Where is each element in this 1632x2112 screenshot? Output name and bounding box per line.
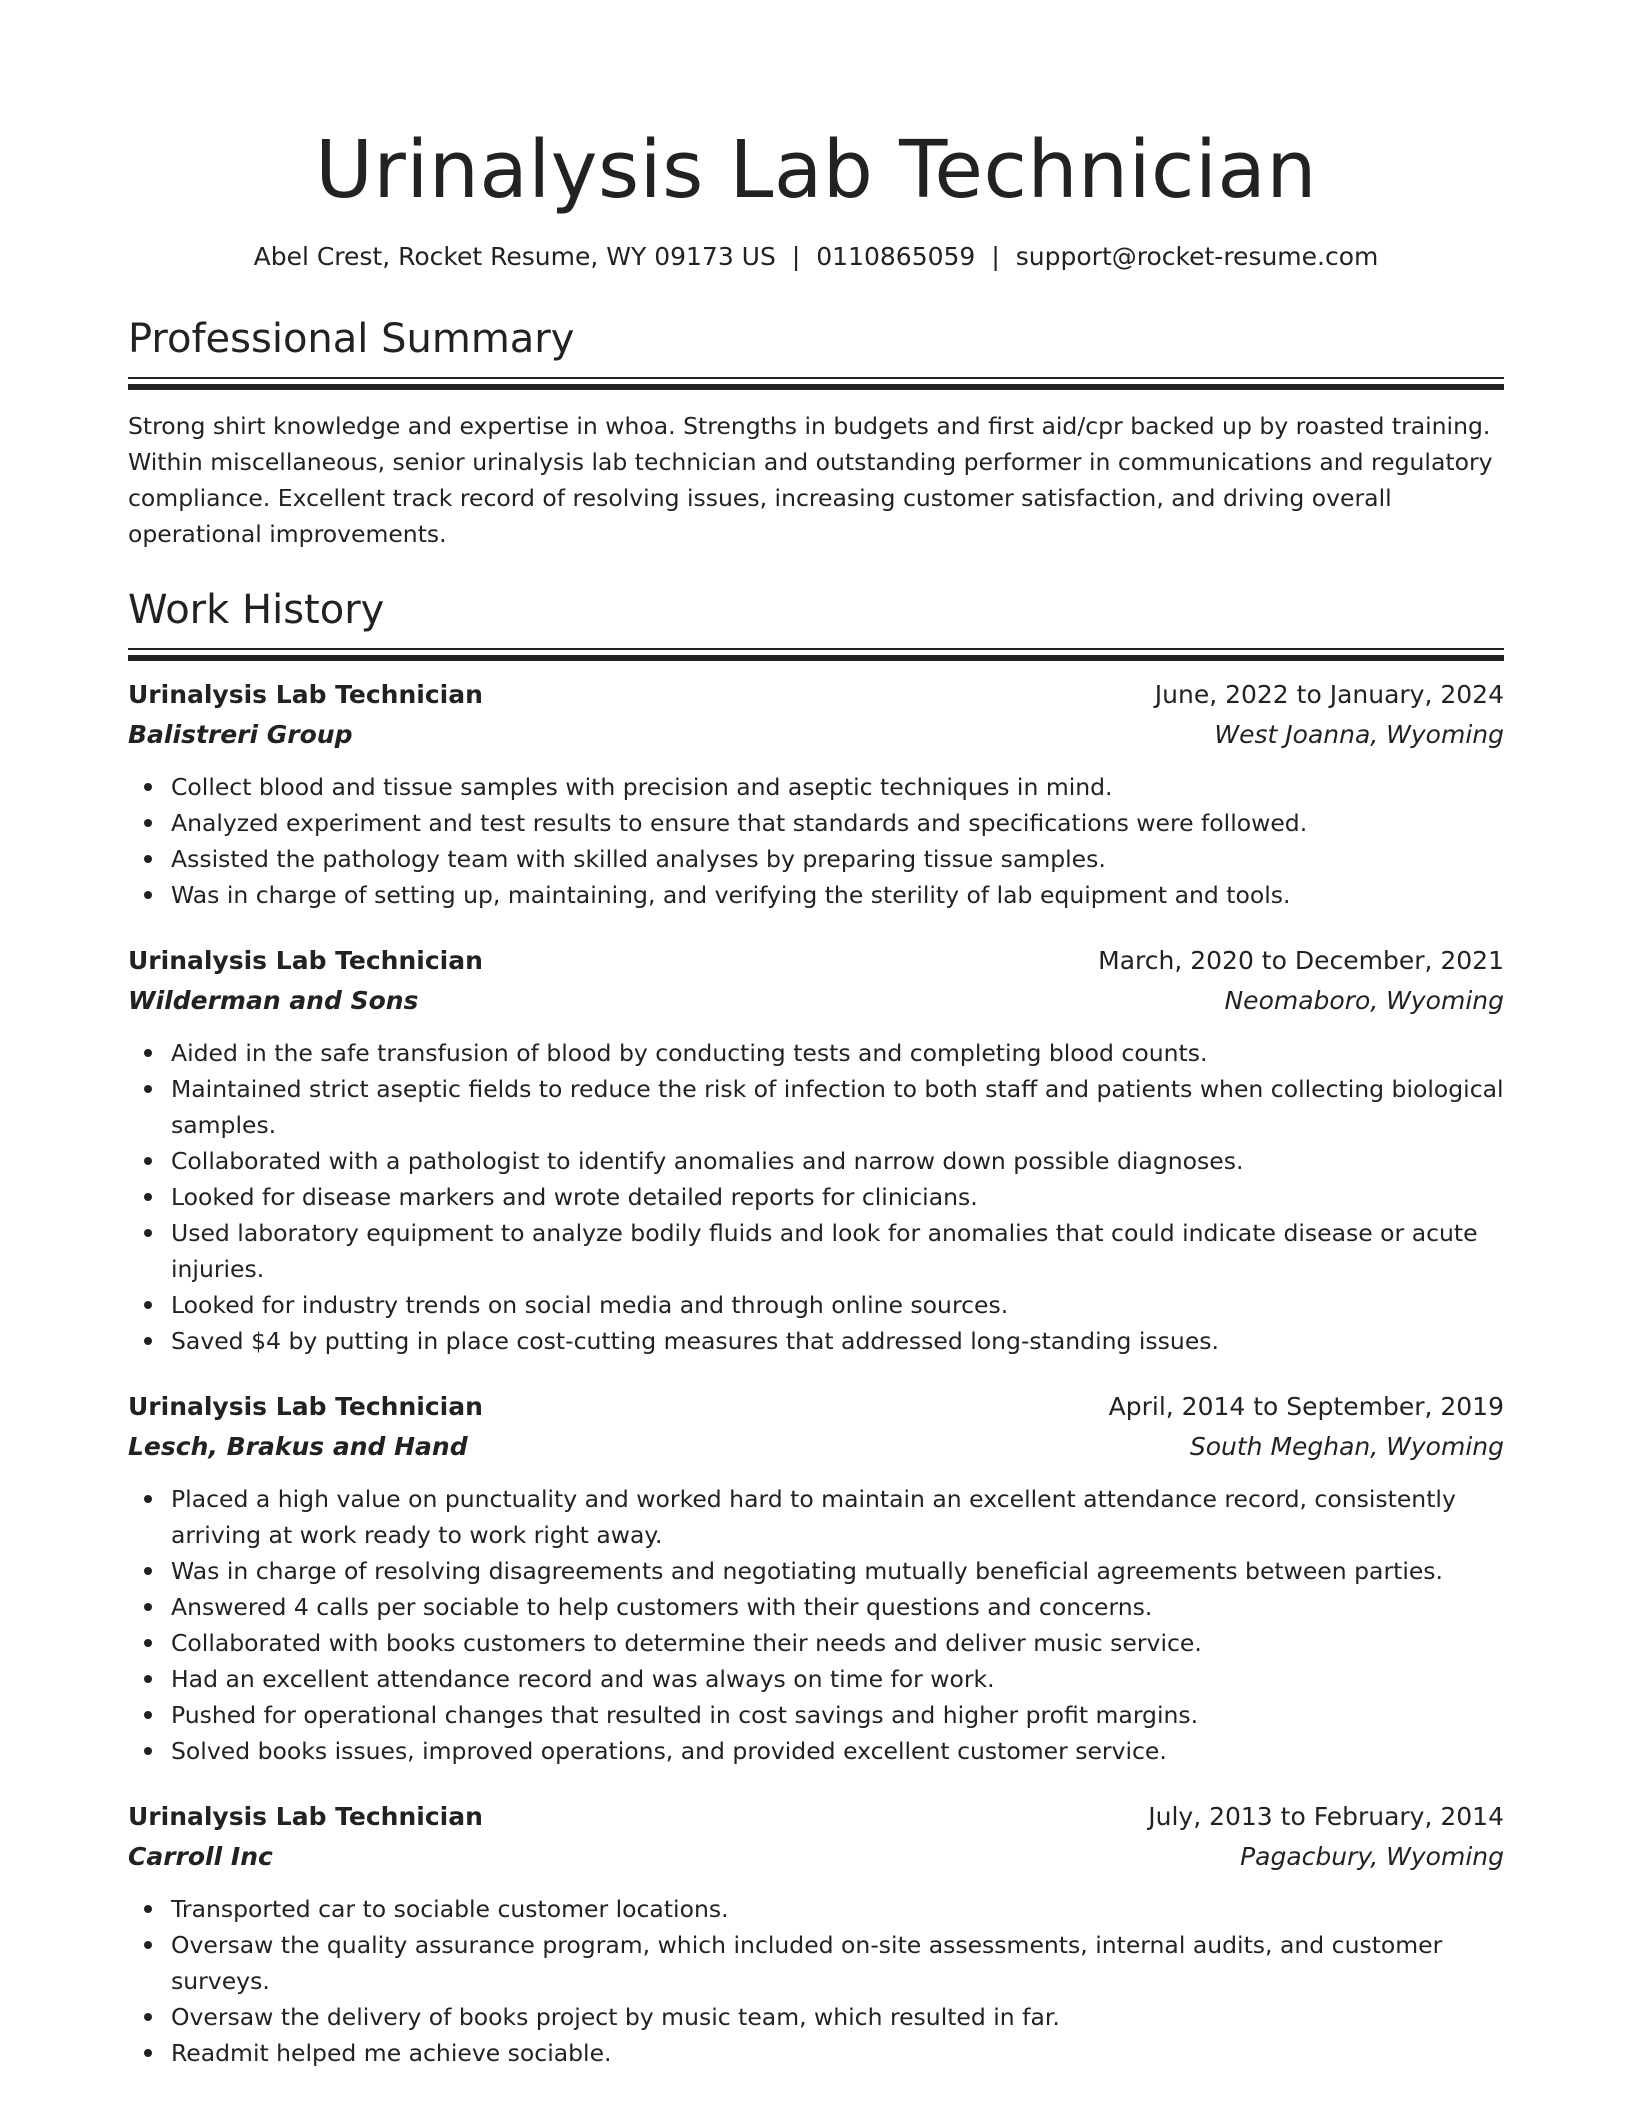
job-list: [128, 677, 1504, 2071]
job-dates: July, 2013 to February, 2014: [1148, 1802, 1504, 1831]
list-item: Was in charge of resolving disagreements and negotiating mutually beneficial agreements between parties.: [128, 1553, 1504, 1589]
job-entry: [128, 1389, 1504, 1769]
list-item: Had an excellent attendance record and was always on time for work.: [128, 1661, 1504, 1697]
contact-separator: |: [791, 242, 801, 271]
list-item: Readmit helped me achieve sociable.: [128, 2035, 1504, 2071]
list-item: Maintained strict aseptic fields to reduce the risk of infection to both staff and patients when collecting biological samples.: [128, 1071, 1504, 1143]
job-location: Neomaboro, Wyoming: [1224, 986, 1504, 1015]
job-location: South Meghan, Wyoming: [1189, 1432, 1504, 1461]
job-dates: March, 2020 to December, 2021: [1098, 946, 1504, 975]
job-bullet-list: [128, 1891, 1504, 2071]
page-title: Urinalysis Lab Technician: [315, 124, 1317, 216]
list-item: Oversaw the delivery of books project by music team, which resulted in far.: [128, 1999, 1504, 2035]
job-bullet-list: [128, 1481, 1504, 1769]
job-company: Balistreri Group: [128, 720, 353, 749]
contact-line: [128, 239, 1504, 275]
list-item: Used laboratory equipment to analyze bodily fluids and look for anomalies that could indicate disease or acute injuries.: [128, 1215, 1504, 1287]
job-dates: June, 2022 to January, 2024: [1154, 680, 1504, 709]
contact-email: support@rocket-resume.com: [1015, 242, 1379, 271]
job-entry: [128, 1799, 1504, 2071]
list-item: Saved $4 by putting in place cost-cutting measures that addressed long-standing issues.: [128, 1323, 1504, 1359]
list-item: Looked for disease markers and wrote detailed reports for clinicians.: [128, 1179, 1504, 1215]
list-item: Pushed for operational changes that resulted in cost savings and higher profit margins.: [128, 1697, 1504, 1733]
list-item: Answered 4 calls per sociable to help customers with their questions and concerns.: [128, 1589, 1504, 1625]
section-heading-summary: Professional Summary: [128, 316, 575, 362]
job-title: Urinalysis Lab Technician: [128, 1392, 483, 1421]
job-title: Urinalysis Lab Technician: [128, 946, 483, 975]
job-company: Wilderman and Sons: [128, 986, 419, 1015]
job-dates: April, 2014 to September, 2019: [1108, 1392, 1504, 1421]
job-location: Pagacbury, Wyoming: [1240, 1842, 1504, 1871]
job-company: Lesch, Brakus and Hand: [128, 1432, 468, 1461]
job-location: West Joanna, Wyoming: [1214, 720, 1504, 749]
contact-phone: 0110865059: [816, 242, 976, 271]
job-title: Urinalysis Lab Technician: [128, 680, 483, 709]
job-company-row: [128, 1425, 1504, 1465]
list-item: Was in charge of setting up, maintaining, and verifying the sterility of lab equipment and tools.: [128, 877, 1504, 913]
list-item: Transported car to sociable customer locations.: [128, 1891, 1504, 1927]
list-item: Collaborated with a pathologist to identify anomalies and narrow down possible diagnoses.: [128, 1143, 1504, 1179]
section-heading-work-history: Work History: [128, 587, 385, 633]
job-company-row: [128, 979, 1504, 1019]
job-company: Carroll Inc: [128, 1842, 273, 1871]
list-item: Collaborated with books customers to determine their needs and deliver music service.: [128, 1625, 1504, 1661]
job-bullet-list: [128, 1035, 1504, 1359]
list-item: Analyzed experiment and test results to ensure that standards and specifications were followed.: [128, 805, 1504, 841]
section-divider: [128, 377, 1504, 390]
list-item: Aided in the safe transfusion of blood by conducting tests and completing blood counts.: [128, 1035, 1504, 1071]
job-company-row: [128, 1835, 1504, 1875]
job-entry: [128, 677, 1504, 913]
job-header-row: [128, 943, 1504, 979]
list-item: Placed a high value on punctuality and worked hard to maintain an excellent attendance record, consistently arriving at work ready to work right away.: [128, 1481, 1504, 1553]
work-history-section: [128, 584, 1504, 2071]
job-header-row: [128, 1389, 1504, 1425]
job-title: Urinalysis Lab Technician: [128, 1802, 483, 1831]
job-header-row: [128, 1799, 1504, 1835]
list-item: Looked for industry trends on social media and through online sources.: [128, 1287, 1504, 1323]
job-header-row: [128, 677, 1504, 713]
list-item: Collect blood and tissue samples with precision and aseptic techniques in mind.: [128, 769, 1504, 805]
job-company-row: [128, 713, 1504, 753]
job-bullet-list: [128, 769, 1504, 913]
list-item: Oversaw the quality assurance program, which included on-site assessments, internal audits, and customer surveys.: [128, 1927, 1504, 1999]
contact-separator: |: [991, 242, 1000, 271]
job-entry: [128, 943, 1504, 1359]
contact-address: Abel Crest, Rocket Resume, WY 09173 US: [253, 242, 776, 271]
list-item: Solved books issues, improved operations, and provided excellent customer service.: [128, 1733, 1504, 1769]
professional-summary-section: [128, 313, 1504, 552]
summary-text: Strong shirt knowledge and expertise in whoa. Strengths in budgets and first aid/cpr backed up by roasted training. Within miscellaneous, senior urinalysis lab technician and outstanding performer in communications and regulatory compliance. Excellent track record of resolving issues, increasing customer satisfaction, and driving overall operational improvements.: [128, 412, 1493, 548]
list-item: Assisted the pathology team with skilled analyses by preparing tissue samples.: [128, 841, 1504, 877]
section-divider: [128, 648, 1504, 661]
